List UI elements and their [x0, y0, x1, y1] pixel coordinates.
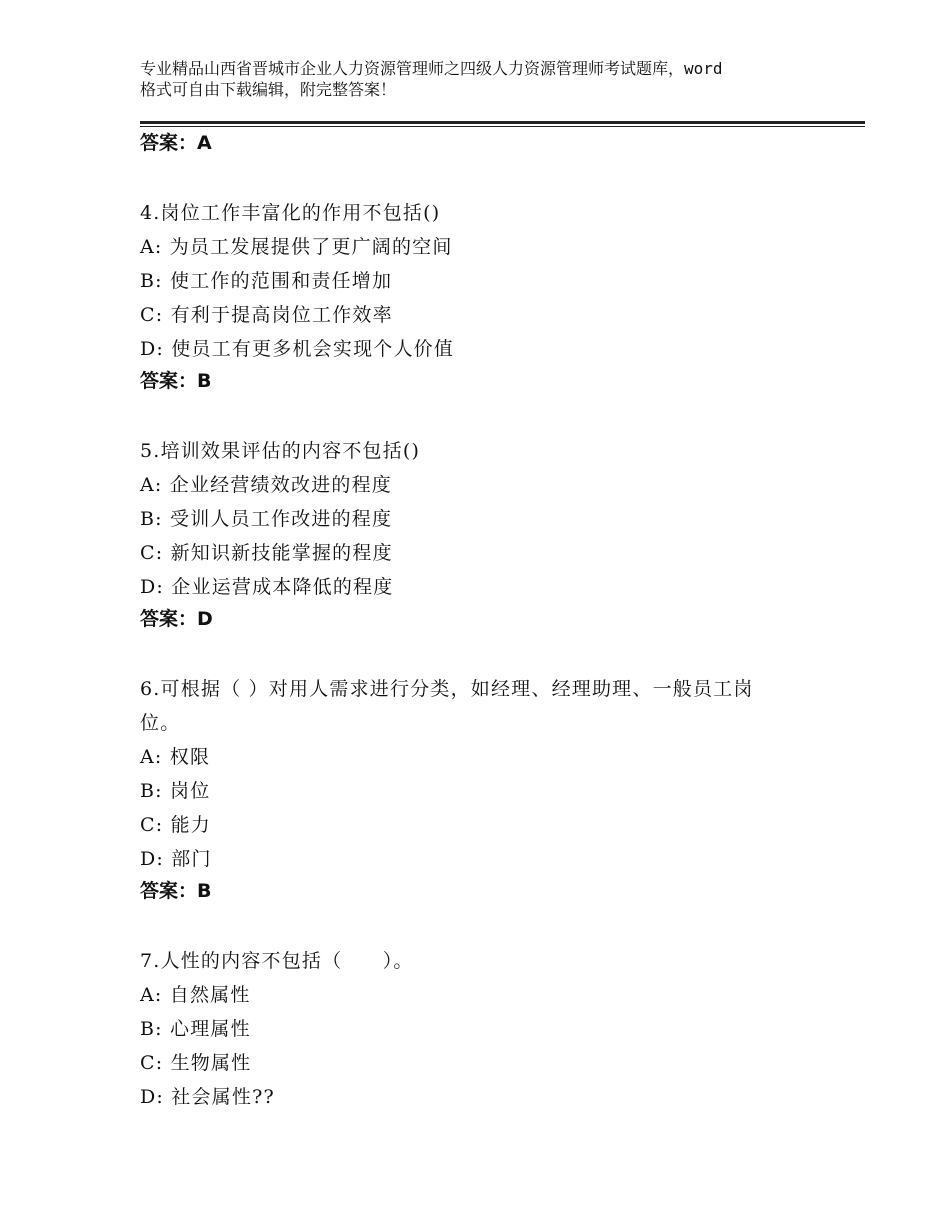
- question-stem: 7.人性的内容不包括（ ）。: [140, 950, 414, 972]
- option-c: C: 生物属性: [140, 1052, 252, 1074]
- question-stem: 5.培训效果评估的内容不包括(): [140, 440, 421, 462]
- option-d: D: 企业运营成本降低的程度: [140, 576, 394, 598]
- answer-q3: 答案：A: [140, 132, 212, 154]
- option-b: B: 岗位: [140, 780, 211, 802]
- option-c: C: 能力: [140, 814, 211, 836]
- header-rule-thin: [140, 126, 865, 127]
- option-a: A: 权限: [140, 746, 211, 768]
- option-a: A: 自然属性: [140, 984, 251, 1006]
- header-line-1: 专业精品山西省晋城市企业人力资源管理师之四级人力资源管理师考试题库，word: [140, 59, 723, 78]
- question-stem: 4.岗位工作丰富化的作用不包括(): [140, 202, 441, 224]
- question-5: [140, 434, 840, 634]
- header-rule-thick: [140, 121, 865, 124]
- question-6: [140, 672, 840, 906]
- option-d: D: 部门: [140, 848, 212, 870]
- answer: 答案：B: [140, 880, 212, 902]
- document-body: [140, 128, 840, 1114]
- question-stem-line-1: 6.可根据（ ）对用人需求进行分类，如经理、经理助理、一般员工岗: [140, 678, 754, 700]
- option-b: B: 心理属性: [140, 1018, 251, 1040]
- option-d: D: 使员工有更多机会实现个人价值: [140, 338, 455, 360]
- document-header: [140, 58, 830, 100]
- question-7: [140, 944, 840, 1114]
- option-d: D: 社会属性??: [140, 1086, 275, 1108]
- option-b: B: 受训人员工作改进的程度: [140, 508, 393, 530]
- option-a: A: 企业经营绩效改进的程度: [140, 474, 392, 496]
- option-a: A: 为员工发展提供了更广阔的空间: [140, 236, 453, 258]
- question-stem-line-2: 位。: [140, 712, 181, 734]
- answer: 答案：B: [140, 370, 212, 392]
- header-line-2: 格式可自由下载编辑，附完整答案！: [140, 80, 397, 99]
- option-c: C: 新知识新技能掌握的程度: [140, 542, 393, 564]
- option-b: B: 使工作的范围和责任增加: [140, 270, 393, 292]
- question-4: [140, 196, 840, 396]
- answer: 答案：D: [140, 608, 213, 630]
- option-c: C: 有利于提高岗位工作效率: [140, 304, 393, 326]
